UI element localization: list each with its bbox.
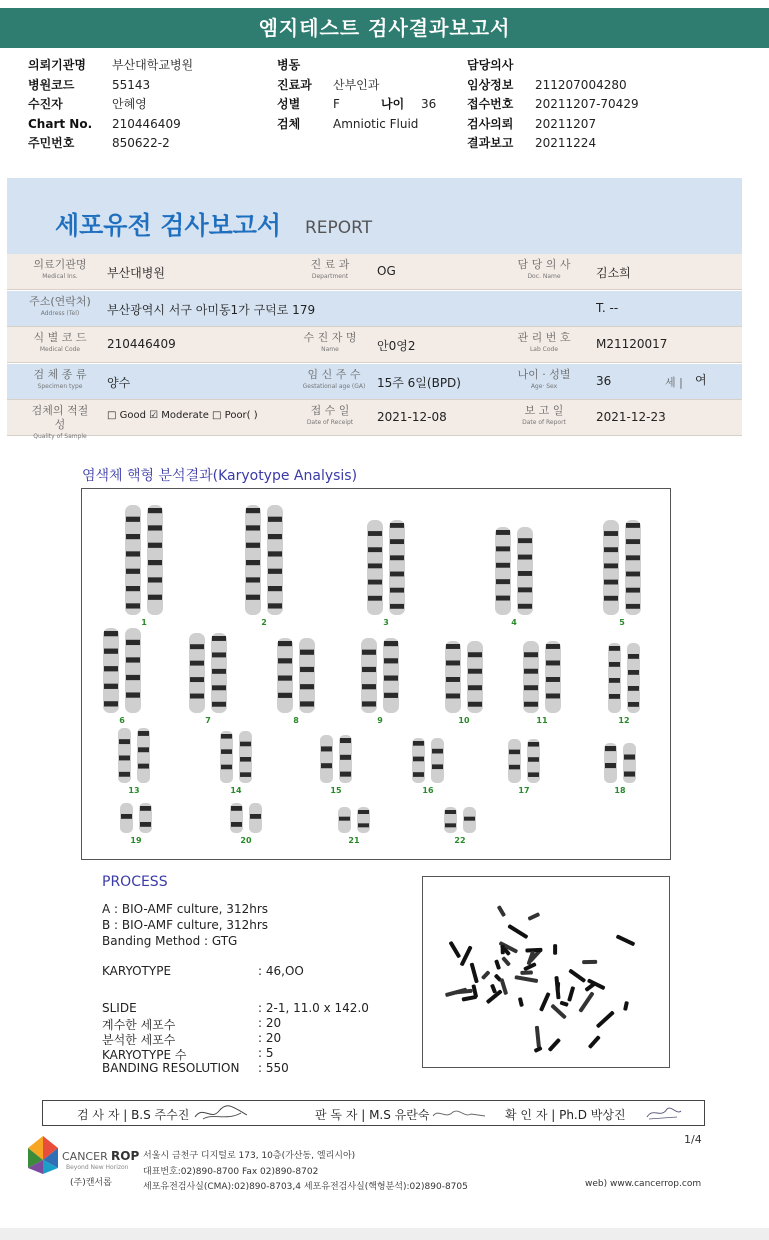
field-value-age: 36 [596, 374, 612, 388]
report-title: 세포유전 검사보고서 [55, 211, 282, 240]
label-chart-no: Chart No. [28, 116, 93, 131]
metaphase-chromosome [567, 986, 575, 1002]
field-value-doctor: 김소희 [596, 266, 631, 280]
chromosome-pair-21 [338, 807, 370, 845]
metaphase-chromosome [550, 1004, 567, 1020]
value-age: 36 [421, 97, 437, 111]
process-line: A : BIO-AMF culture, 312hrs [102, 902, 269, 916]
metaphase-chromosome [527, 912, 540, 921]
label-age: 나이 [381, 97, 405, 111]
confirmer-sign-mark [643, 1103, 683, 1123]
value-resident-no: 850622-2 [112, 136, 170, 150]
chromosome-pair-3 [367, 520, 405, 627]
label-requesting-inst: 의뢰기관명 [28, 58, 86, 72]
chromosome-pair-11 [523, 641, 561, 725]
report-row-quality [7, 400, 742, 440]
field-label: 주소(연락처) Address (Tel) [29, 295, 91, 317]
field-value-name: 안0영2 [377, 339, 416, 353]
company-name: (주)캔서롭 [70, 1178, 112, 1188]
chromosome-label: 17 [518, 786, 530, 795]
brand-slogan: Beyond New Horizon [66, 1164, 129, 1171]
metaphase-chromosome [497, 905, 506, 917]
field-label: 나이 · 성별 Age· Sex [517, 368, 571, 390]
label-attending: 담당의사 [467, 58, 514, 72]
chromosome-pair-7 [189, 633, 227, 725]
field-label: 의료기관명 Medical Ins. [33, 258, 87, 280]
company-phone: 대표번호:02)890-8700 Fax 02)890-8702 [143, 1167, 319, 1177]
metaphase-chromosome [494, 959, 501, 970]
metaphase-chromosome [623, 1001, 629, 1011]
metaphase-chromosome [616, 934, 636, 946]
metaphase-chromosome [596, 1010, 615, 1028]
metaphase-chromosome [535, 1026, 541, 1048]
chromosome-pair-10 [445, 641, 483, 725]
label-result-date: 결과보고 [467, 136, 514, 150]
metaphase-chromosome [556, 982, 561, 992]
detail-value: : 550 [258, 1061, 289, 1075]
report-row-ids [7, 327, 742, 363]
field-label: 식 별 코 드 Medical Code [33, 331, 87, 353]
field-unit-age: 세 | [665, 376, 683, 389]
detail-value: : 20 [258, 1016, 282, 1030]
chromosome-pair-2 [245, 505, 283, 627]
chromosome-label: 12 [618, 716, 630, 725]
chromosome-label: 8 [293, 716, 299, 725]
metaphase-chromosome [588, 1035, 601, 1049]
process-line: Banding Method : GTG [102, 934, 238, 948]
label-ward: 병동 [277, 58, 301, 72]
signature-box [42, 1100, 705, 1126]
chromosome-pair-6 [103, 628, 141, 725]
metaphase-chromosome [507, 924, 528, 939]
chromosome-label: 18 [614, 786, 626, 795]
metaphase-chromosome [548, 1038, 561, 1052]
chromosome-pair-13 [118, 728, 150, 795]
chromosome-pair-15 [320, 735, 352, 795]
value-receipt-no: 20211207-70429 [535, 97, 639, 111]
header-col-2 [277, 56, 436, 134]
process-title: PROCESS [102, 874, 168, 890]
metaphase-chromosome [490, 984, 497, 994]
chromosome-pair-17 [508, 739, 540, 795]
chromosome-label: 19 [130, 836, 142, 845]
field-value-sex: 여 [695, 373, 707, 387]
chromosome-label: 13 [128, 786, 140, 795]
report-row-specimen [7, 364, 742, 400]
field-label: 검체의 적절성 Quality of Sample [31, 404, 89, 440]
chromosome-label: 3 [383, 618, 389, 627]
detail-label: KARYOTYPE 수 [102, 1048, 187, 1062]
field-value-tel: T. -- [596, 301, 619, 315]
metaphase-chromosome [449, 941, 462, 959]
company-labs: 세포유전검사실(CMA):02)890-8703,4 세포유전검사실(핵형분석):02)890-8705 [143, 1182, 468, 1192]
reader-signature: 판 독 자 | M.S 유란숙 [315, 1108, 430, 1122]
label-hospital-code: 병원코드 [28, 77, 75, 92]
cytogenetic-report [7, 178, 742, 440]
chromosome-label: 4 [511, 618, 517, 627]
chromosome-pair-9 [361, 638, 399, 725]
confirmer-signature: 확 인 자 | Ph.D 박상진 [505, 1108, 626, 1122]
chromosome-pair-20 [230, 803, 262, 845]
detail-label: 분석한 세포수 [102, 1033, 176, 1047]
field-value-medical-code: 210446409 [107, 337, 176, 351]
field-label: 관 리 번 호 Lab Code [517, 331, 571, 353]
header-col-1 [28, 56, 193, 154]
field-label: 검 체 종 류 Specimen type [33, 368, 87, 390]
metaphase-chromosome [559, 1001, 568, 1007]
value-department: 산부인과 [333, 77, 380, 92]
chromosome-label: 2 [261, 618, 267, 627]
field-value-specimen-type: 양수 [107, 376, 131, 390]
chromosome-pair-16 [412, 738, 444, 795]
metaphase-chromosome [578, 991, 594, 1013]
chromosome-label: 9 [377, 716, 383, 725]
metaphase-chromosome [520, 970, 533, 974]
detail-value: : 20 [258, 1031, 282, 1045]
chromosome-label: 22 [454, 836, 466, 845]
report-row-address [7, 291, 742, 327]
detail-value: : 2-1, 11.0 x 142.0 [258, 1001, 369, 1015]
chromosome-label: 7 [205, 716, 211, 725]
metaphase-chromosome [539, 992, 551, 1012]
chromosome-pair-19 [120, 803, 152, 845]
company-address: 서울시 금천구 디지털로 173, 10층(가산동, 엘리시아) [143, 1151, 356, 1161]
header-col-3 [467, 56, 639, 154]
metaphase-chromosome [518, 997, 524, 1007]
value-requesting-inst: 부산대학교병원 [112, 58, 194, 72]
chromosome-label: 15 [330, 786, 342, 795]
chromosome-pair-5 [603, 520, 641, 627]
chromosome-label: 11 [536, 716, 548, 725]
field-value-report-date: 2021-12-23 [596, 410, 666, 424]
label-receipt-no: 접수번호 [467, 97, 514, 111]
value-sex: F [333, 97, 340, 111]
examiner-sign-mark [193, 1103, 249, 1123]
value-result-date: 20211224 [535, 136, 597, 150]
field-label: 담 당 의 사 Doc. Name [517, 258, 571, 280]
chromosome-pair-18 [604, 743, 636, 795]
karyogram-svg [82, 489, 670, 859]
label-specimen: 검체 [277, 116, 301, 131]
chromosome-label: 1 [141, 618, 147, 627]
value-patient: 안혜영 [112, 97, 147, 111]
label-sex: 성별 [277, 97, 301, 111]
detail-value: : 5 [258, 1046, 274, 1060]
metaphase-chromosome [470, 962, 479, 983]
process-line: B : BIO-AMF culture, 312hrs [102, 918, 269, 932]
reader-sign-mark [431, 1104, 487, 1124]
field-label: 수 진 자 명 Name [303, 331, 357, 353]
chromosome-label: 6 [119, 716, 125, 725]
karyogram-image [81, 488, 671, 860]
chromosome-pair-8 [277, 638, 315, 725]
metaphase-chromosome [501, 945, 505, 955]
detail-label: SLIDE [102, 1001, 137, 1015]
field-label: 임 신 주 수 Gestational age (GA) [302, 368, 366, 390]
metaphase-chromosome [582, 960, 597, 964]
chromosome-label: 16 [422, 786, 434, 795]
metaphase-chromosome [568, 968, 586, 982]
metaphase-image [422, 876, 670, 1068]
page-bottom-strip [0, 1228, 769, 1240]
report-title-bar: 엠지테스트 검사결과보고서 [0, 8, 769, 48]
chromosome-label: 14 [230, 786, 242, 795]
page-number: 1/4 [684, 1133, 702, 1146]
field-value-address: 부산광역시 서구 아미동1가 구덕로 179 [107, 303, 316, 317]
value-hospital-code: 55143 [112, 77, 151, 92]
chromosome-label: 21 [348, 836, 360, 845]
field-value-institution: 부산대병원 [107, 266, 165, 280]
field-label: 보 고 일 Date of Report [522, 404, 566, 426]
label-clinical-info: 임상정보 [467, 77, 514, 92]
field-value-quality: □ Good ☑ Moderate □ Poor( ) [107, 410, 258, 421]
label-resident-no: 주민번호 [28, 136, 75, 150]
field-value-lab-code: M21120017 [596, 337, 668, 351]
karyotype-value: : 46,OO [258, 964, 304, 978]
brand-name-a: CANCER [62, 1150, 108, 1163]
chromosome-label: 5 [619, 618, 625, 627]
metaphase-chromosome [501, 956, 511, 967]
chromosome-label: 20 [240, 836, 252, 845]
brand-name-b: ROP [111, 1149, 140, 1163]
karyotype-label: KARYOTYPE [102, 964, 172, 978]
metaphase-svg [423, 877, 669, 1067]
company-web: web) www.cancerrop.com [585, 1179, 702, 1189]
label-patient: 수진자 [28, 97, 63, 111]
field-value-department: OG [377, 264, 396, 278]
label-department: 진료과 [277, 77, 312, 92]
field-value-receipt-date: 2021-12-08 [377, 410, 447, 424]
chromosome-pair-12 [608, 643, 640, 725]
value-request-date: 20211207 [535, 116, 597, 131]
chromosome-pair-1 [125, 505, 163, 627]
field-label: 진 료 과 Department [310, 258, 350, 280]
examiner-signature: 검 사 자 | B.S 주수진 [77, 1108, 190, 1122]
metaphase-chromosome [514, 975, 538, 983]
chromosome-pair-4 [495, 527, 533, 627]
metaphase-chromosome [553, 944, 557, 955]
process-section [102, 874, 168, 898]
karyotype-section-title: 염색체 핵형 분석결과(Karyotype Analysis) [82, 468, 358, 484]
chromosome-pair-14 [220, 731, 252, 795]
chromosome-label: 10 [458, 716, 470, 725]
field-value-ga: 15주 6일(BPD) [377, 376, 461, 390]
value-chart-no: 210446409 [112, 116, 181, 131]
value-clinical-info: 211207004280 [535, 77, 627, 92]
metaphase-chromosome [481, 970, 491, 980]
detail-label: 계수한 세포수 [102, 1018, 176, 1032]
report-title-en: REPORT [305, 218, 373, 238]
report-row-institution [7, 254, 742, 290]
cancerrop-logo-icon [26, 1134, 60, 1176]
detail-label: BANDING RESOLUTION [102, 1061, 240, 1075]
value-specimen: Amniotic Fluid [333, 116, 419, 131]
report-head [7, 178, 742, 254]
field-label: 접 수 일 Date of Receipt [306, 404, 354, 426]
label-request-date: 검사의뢰 [467, 116, 514, 131]
chromosome-pair-22 [444, 807, 476, 845]
